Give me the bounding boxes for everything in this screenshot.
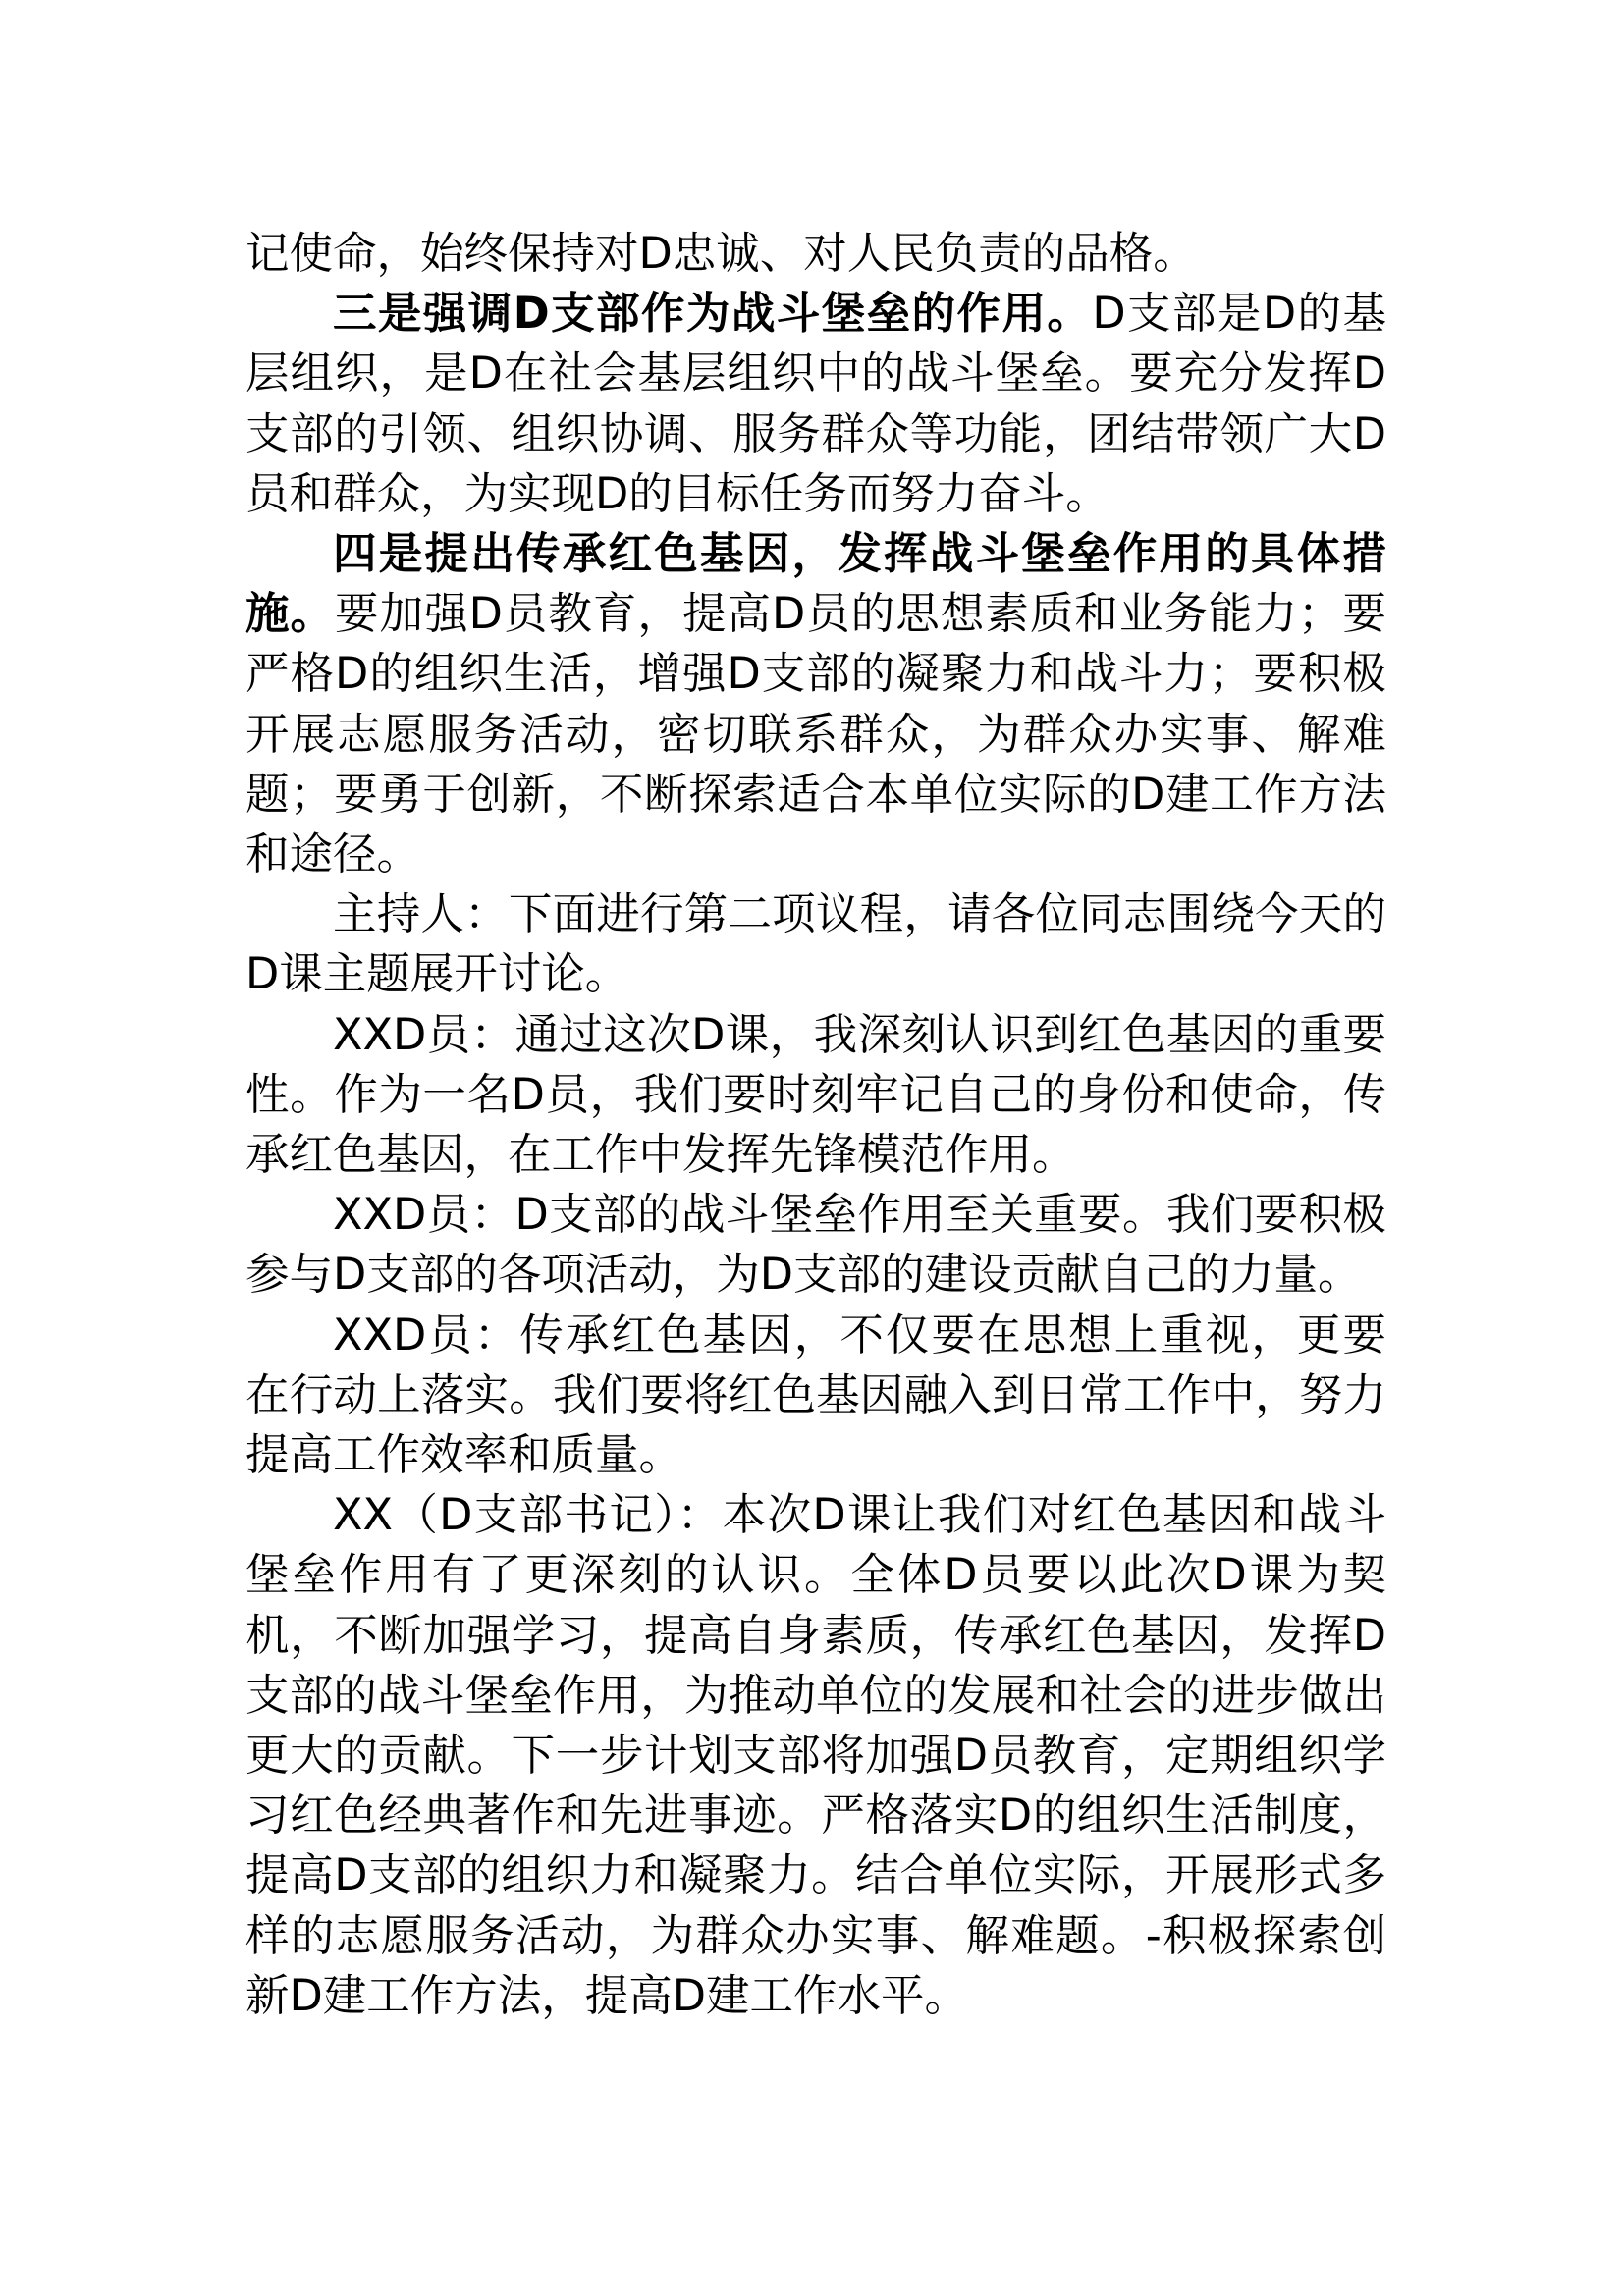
paragraph-member-3 [245, 1306, 1386, 1486]
paragraph-lead-heading: 三是强调D支部作为战斗堡垒的作用。 [333, 289, 1093, 340]
paragraph-text: XX（D支部书记）：本次D课让我们对红色基因和战斗堡垒作用有了更深刻的认识。全体D员要以此次D课为契机，不断加强学习，提高自身素质，传承红色基因，发挥D支部的战斗堡垒作用，为推动单位的发展和社会的进步做出更大的贡献。下一步计划支部将加强D员教育，定期组织学习红色经典著作和先进事迹。严格落实D的组织生活制度，提高D支部的组织力和凝聚力。结合单位实际，开展形式多样的志愿服务活动，为群众办实事、解难题。-积极探索创新D建工作方法，提高D建工作水平。 [245, 1490, 1386, 2021]
paragraph-member-1 [245, 1005, 1386, 1186]
paragraph-point-three [245, 284, 1386, 524]
paragraph-continuation [245, 224, 1386, 284]
paragraph-text: D支部是D的基层组织，是D在社会基层组织中的战斗堡垒。要充分发挥D支部的引领、组织协调、服务群众等功能，团结带领广大D员和群众，为实现D的目标任务而努力奋斗。 [245, 289, 1386, 519]
paragraph-text: 主持人：下面进行第二项议程，请各位同志围绕今天的D课主题展开讨论。 [245, 889, 1386, 1000]
paragraph-point-four [245, 524, 1386, 884]
paragraph-lead-heading: 四是提出传承红色基因，发挥战斗堡垒作用的具体措施。 [245, 529, 1386, 640]
paragraph-text: XXD员：D支部的战斗堡垒作用至关重要。我们要积极参与D支部的各项活动，为D支部的建设贡献自己的力量。 [245, 1190, 1386, 1301]
paragraph-text: XXD员：传承红色基因，不仅要在思想上重视，更要在行动上落实。我们要将红色基因融入到日常工作中，努力提高工作效率和质量。 [245, 1309, 1386, 1481]
paragraph-text: 记使命，始终保持对D忠诚、对人民负责的品格。 [245, 229, 1197, 279]
paragraph-text: XXD员：通过这次D课，我深刻认识到红色基因的重要性。作为一名D员，我们要时刻牢记自己的身份和使命，传承红色基因，在工作中发挥先锋模范作用。 [245, 1009, 1386, 1181]
paragraph-member-2 [245, 1185, 1386, 1305]
paragraph-text: 要加强D员教育，提高D员的思想素质和业务能力；要严格D的组织生活，增强D支部的凝聚力和战斗力；要积极开展志愿服务活动，密切联系群众，为群众办实事、解难题；要勇于创新，不断探索适合本单位实际的D建工作方法和途径。 [245, 589, 1386, 881]
paragraph-host [245, 884, 1386, 1004]
document-body [245, 224, 1386, 2026]
paragraph-secretary [245, 1485, 1386, 2026]
